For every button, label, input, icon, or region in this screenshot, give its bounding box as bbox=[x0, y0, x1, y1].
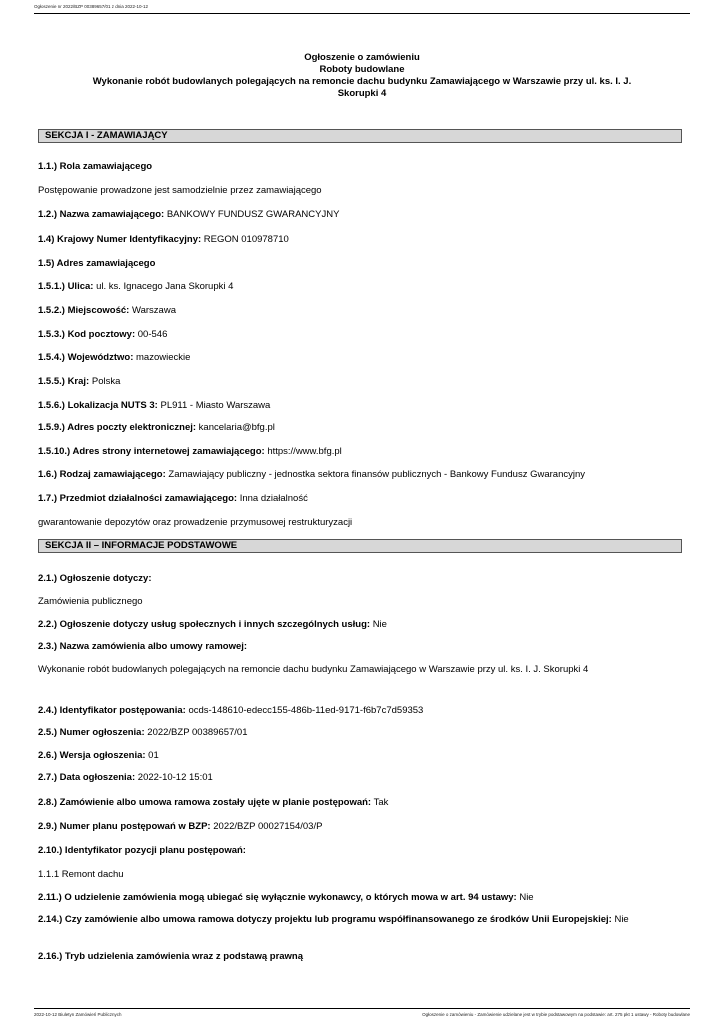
field-1-6-label: 1.6.) Rodzaj zamawiającego: bbox=[38, 469, 166, 480]
field-1-7-text: gwarantowanie depozytów oraz prowadzenie przymusowej restrukturyzacji bbox=[38, 517, 353, 528]
footer-left: 2022-10-12 Biuletyn Zamówień Publicznych bbox=[34, 1012, 122, 1017]
field-1-6-value: Zamawiający publiczny - jednostka sektora finansów publicznych - Bankowy Fundusz Gwarancyjny bbox=[168, 469, 586, 480]
section-1-heading: SEKCJA I - ZAMAWIAJĄCY bbox=[38, 129, 682, 143]
field-2-14-label: 2.14.) Czy zamówienie albo umowa ramowa dotyczy projektu lub programu współfinansowanego ze środków Unii Europejskiej: bbox=[38, 914, 612, 925]
field-2-10-text: 1.1.1 Remont dachu bbox=[38, 869, 124, 880]
field-1-2-label: 1.2.) Nazwa zamawiającego: bbox=[38, 209, 165, 220]
title-line-4: Skorupki 4 bbox=[337, 88, 387, 99]
field-2-11-label: 2.11.) O udzielenie zamówienia mogą ubiegać się wyłącznie wykonawcy, o których mowa w art. 94 ustawy: bbox=[38, 892, 517, 903]
field-1-7-value: Inna działalność bbox=[239, 493, 308, 504]
field-1-5-6-label: 1.5.6.) Lokalizacja NUTS 3: bbox=[38, 400, 158, 411]
field-2-5 bbox=[38, 727, 686, 739]
field-1-5-1-label: 1.5.1.) Ulica: bbox=[38, 281, 94, 292]
field-2-8 bbox=[38, 797, 686, 809]
field-2-3 bbox=[38, 641, 686, 653]
field-1-5-3-value: 00-546 bbox=[137, 329, 168, 340]
field-2-4-value: ocds-148610-edecc155-486b-11ed-9171-f6b7c7d59353 bbox=[188, 705, 424, 716]
footer-right: Ogłoszenie o zamówieniu - Zamówienie udzielane jest w trybie podstawowym na podstawie: art. 275 pkt 1 ustawy - Roboty budowlane bbox=[422, 1012, 690, 1017]
field-2-3-label: 2.3.) Nazwa zamówienia albo umowy ramowej: bbox=[38, 641, 248, 652]
field-1-5-1-value: ul. ks. Ignacego Jana Skorupki 4 bbox=[96, 281, 234, 292]
footer-divider bbox=[34, 1008, 690, 1009]
field-1-5-5-label: 1.5.5.) Kraj: bbox=[38, 376, 90, 387]
field-2-7 bbox=[38, 772, 686, 784]
field-1-5-2-value: Warszawa bbox=[131, 305, 176, 316]
field-1-5-3-label: 1.5.3.) Kod pocztowy: bbox=[38, 329, 136, 340]
section-2-heading: SEKCJA II – INFORMACJE PODSTAWOWE bbox=[38, 539, 682, 553]
field-1-4-value: REGON 010978710 bbox=[203, 234, 289, 245]
field-1-5-2 bbox=[38, 305, 686, 317]
field-2-4 bbox=[38, 705, 686, 717]
field-2-6 bbox=[38, 750, 686, 762]
field-1-5-4-label: 1.5.4.) Województwo: bbox=[38, 352, 134, 363]
field-2-9-value: 2022/BZP 00027154/03/P bbox=[213, 821, 323, 832]
field-2-2 bbox=[38, 619, 686, 631]
field-1-1-text: Postępowanie prowadzone jest samodzielnie przez zamawiającego bbox=[38, 185, 322, 196]
field-1-5-2-label: 1.5.2.) Miejscowość: bbox=[38, 305, 130, 316]
field-2-8-label: 2.8.) Zamówienie albo umowa ramowa zostały ujęte w planie postępowań: bbox=[38, 797, 372, 808]
field-1-4-label: 1.4) Krajowy Numer Identyfikacyjny: bbox=[38, 234, 202, 245]
header-divider bbox=[34, 13, 690, 14]
field-2-4-label: 2.4.) Identyfikator postępowania: bbox=[38, 705, 186, 716]
field-2-3-text: Wykonanie robót budowlanych polegających na remoncie dachu budynku Zamawiającego w Warszawie przy ul. ks. I. J. Skorupki 4 bbox=[38, 664, 589, 675]
field-2-16-label: 2.16.) Tryb udzielenia zamówienia wraz z podstawą prawną bbox=[38, 951, 304, 962]
field-2-11-value: Nie bbox=[519, 892, 534, 903]
field-2-2-value: Nie bbox=[372, 619, 387, 630]
field-1-1-label: 1.1.) Rola zamawiającego bbox=[38, 161, 153, 172]
field-1-5-6 bbox=[38, 400, 686, 412]
field-1-5-3 bbox=[38, 329, 686, 341]
field-1-5-5 bbox=[38, 376, 686, 388]
field-2-11 bbox=[38, 892, 686, 904]
field-2-5-label: 2.5.) Numer ogłoszenia: bbox=[38, 727, 145, 738]
field-2-1-text: Zamówienia publicznego bbox=[38, 596, 143, 607]
field-2-14 bbox=[38, 914, 686, 926]
field-1-5 bbox=[38, 258, 686, 270]
field-1-2 bbox=[38, 209, 686, 221]
field-2-16 bbox=[38, 951, 686, 963]
field-2-9 bbox=[38, 821, 686, 833]
field-2-10 bbox=[38, 845, 686, 857]
field-2-10-label: 2.10.) Identyfikator pozycji planu postępowań: bbox=[38, 845, 246, 856]
field-1-5-4-value: mazowieckie bbox=[136, 352, 191, 363]
field-2-8-value: Tak bbox=[373, 797, 389, 808]
website-link[interactable]: https://www.bfg.pl bbox=[267, 446, 342, 457]
notice-title bbox=[34, 52, 690, 100]
title-line-1: Ogłoszenie o zamówieniu bbox=[304, 52, 420, 63]
field-1-5-10 bbox=[38, 446, 686, 458]
field-1-5-5-value: Polska bbox=[91, 376, 121, 387]
field-1-7-label: 1.7.) Przedmiot działalności zamawiającego: bbox=[38, 493, 238, 504]
email-link[interactable]: kancelaria@bfg.pl bbox=[198, 422, 275, 433]
field-1-5-9 bbox=[38, 422, 686, 434]
field-2-7-label: 2.7.) Data ogłoszenia: bbox=[38, 772, 136, 783]
field-1-5-label: 1.5) Adres zamawiającego bbox=[38, 258, 156, 269]
page-header: Ogłoszenie nr 2022/BZP 00389657/01 z dnia 2022-10-12 bbox=[34, 4, 149, 9]
field-1-5-4 bbox=[38, 352, 686, 364]
field-2-7-value: 2022-10-12 15:01 bbox=[137, 772, 213, 783]
title-line-3: Wykonanie robót budowlanych polegających na remoncie dachu budynku Zamawiającego w Warszawie przy ul. ks. I. J. bbox=[92, 76, 632, 87]
field-1-5-9-label: 1.5.9.) Adres poczty elektronicznej: bbox=[38, 422, 197, 433]
field-1-6 bbox=[38, 469, 686, 481]
field-2-1 bbox=[38, 573, 686, 585]
field-1-4 bbox=[38, 234, 686, 246]
field-2-6-label: 2.6.) Wersja ogłoszenia: bbox=[38, 750, 146, 761]
field-2-5-value: 2022/BZP 00389657/01 bbox=[147, 727, 248, 738]
field-2-2-label: 2.2.) Ogłoszenie dotyczy usług społecznych i innych szczególnych usług: bbox=[38, 619, 371, 630]
field-2-6-value: 01 bbox=[148, 750, 159, 761]
field-2-9-label: 2.9.) Numer planu postępowań w BZP: bbox=[38, 821, 211, 832]
field-1-2-value: BANKOWY FUNDUSZ GWARANCYJNY bbox=[166, 209, 340, 220]
field-2-1-label: 2.1.) Ogłoszenie dotyczy: bbox=[38, 573, 152, 584]
field-1-7 bbox=[38, 493, 686, 505]
field-1-1 bbox=[38, 161, 686, 173]
field-1-5-1 bbox=[38, 281, 686, 293]
field-2-14-value: Nie bbox=[614, 914, 629, 925]
field-1-5-10-label: 1.5.10.) Adres strony internetowej zamawiającego: bbox=[38, 446, 265, 457]
field-1-5-6-value: PL911 - Miasto Warszawa bbox=[160, 400, 271, 411]
title-line-2: Roboty budowlane bbox=[319, 64, 405, 75]
